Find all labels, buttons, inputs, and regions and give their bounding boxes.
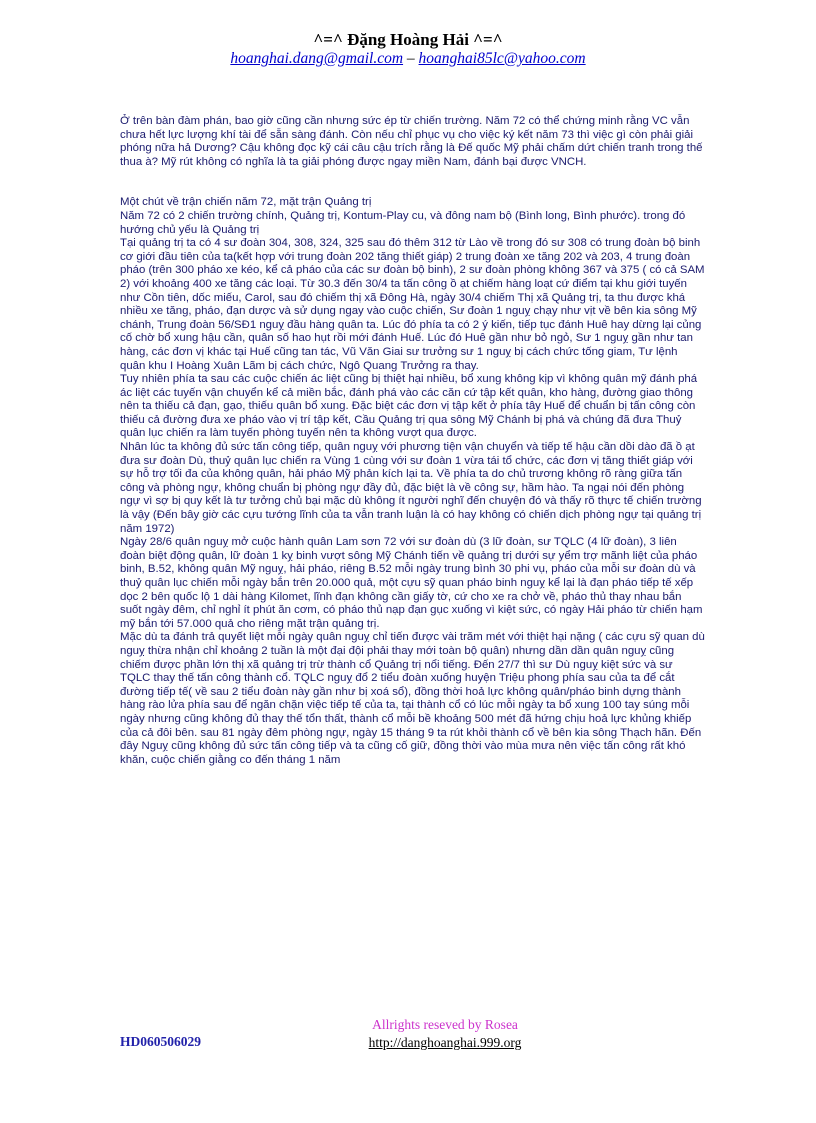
copyright-text: Allrights reseved by Rosea xyxy=(372,1017,518,1032)
paragraph: Tuy nhiên phía ta sau các cuộc chiến ác liệt cũng bị thiệt hại nhiều, bổ xung không kịp vì không quân mỹ đánh phá ác liệt các tuyến vận chuyển kể cả miền bắc, đánh phá vào các căn cứ tập kết quân, kho hàng, đường giao thông nên ta thiếu cả đạn, gạo, thiếu quân bổ xung. Đặc biệt các đơn vị tập kết ở phía tây Huế để chuẩn bị tấn công còn thiếu cả đường đưa xe pháo vào vị trí tập kết, Cầu Quảng trị qua sông Mỹ Chánh bị phá và chúng đã đưa Thuỷ quân lục chiến ra làm tuyến phòng tuyến nên ta không vượt qua được. xyxy=(120,373,698,440)
paragraph: Tại quảng trị ta có 4 sư đoàn 304, 308, 324, 325 sau đó thêm 312 từ Lào về trong đó sư 308 có trung đoàn bộ binh cơ giới đầu tiên của ta(kết hợp với trung đoàn 202 tăng thiết giáp) 2 trung đoàn xe tăng 202 và 203, 4 trung đoàn pháo (trên 300 pháo xe kéo, kể cả pháo của các sư đoàn bộ binh), 2 sư đoàn phòng không 367 và 375 ( có cả SAM 2) với khoảng 400 xe tăng các loại. Từ 30.3 đến 30/4 ta tấn công ồ ạt chiếm hàng loạt cứ điểm tại khu giới tuyến như Cồn tiên, dốc miếu, Carol, sau đó chiếm thị xã Đông Hà, ngày 30/4 chiếm Thị xã Quảng trị, ta thu được khá nhiều xe tăng, pháo, đạn dược và sử dụng ngay vào cuộc chiến, Sư đoàn 1 nguỵ chạy như vịt về bên kia sông Mỹ chánh, Trung đoàn 56/SĐ1 nguỵ đầu hàng quân ta. Lúc đó phía ta có 2 ý kiến, tiếp tục đánh Huê hay dừng lại củng cố chờ bổ xung hậu cần, quân số hao hụt rồi mới đánh Huế. Lúc đó Huê gần như bỏ ngỏ, Sư 1 nguỵ gần như tan hàng, các đơn vị khác tại Huế cũng tan tác, Vũ Văn Giai sư trưởng sư 1 nguỵ bị cách chức tống giam, Tư lệnh quân khu I Hoàng Xuân Lãm bị cách chức, Ngô Quang Trưởng ra thay. xyxy=(120,237,705,372)
email-separator: – xyxy=(403,50,419,67)
document-code: HD060506029 xyxy=(120,1034,201,1049)
footer-credits xyxy=(340,1016,550,1052)
author-title: ^=^ Đặng Hoàng Hải ^=^ xyxy=(313,30,503,49)
paragraph-heading: Một chút về trận chiến năm 72, mặt trận Quảng trị xyxy=(120,196,372,209)
paragraph: Năm 72 có 2 chiến trường chính, Quảng trị, Kontum-Play cu, và đông nam bộ (Bình long, Bình phước). trong đó hướng chủ yếu là Quảng trị xyxy=(120,209,686,236)
contact-line xyxy=(0,50,816,68)
email-link-gmail[interactable]: hoanghai.dang@gmail.com xyxy=(230,50,404,67)
email-link-yahoo[interactable]: hoanghai85lc@yahoo.com xyxy=(418,50,586,67)
paragraph: Mặc dù ta đánh trả quyết liệt mỗi ngày quân nguỵ chỉ tiến được vài trăm mét với thiệt hại nặng ( các cựu sỹ quan dù nguỵ thừa nhận chỉ khoảng 2 tuần là một đại đội phải thay mới toàn bộ quân) nhưng dần dần quân nguỵ cũng chiếm được phần lớn thị xã quảng trị trừ thành cổ Quảng trị nổi tiếng. Đến 27/7 thì sư Dù nguỵ kiệt sức và sư TQLC thay thế tấn công thành cổ. TQLC nguỵ đổ 2 tiểu đoàn xuống huyện Triệu phong phía sau của ta để cắt đường tiếp tế( về sau 2 tiểu đoàn này gần như bị xoá sổ), đồng thời hoả lực không quân/pháo binh dựng thành hàng rào lửa phía sau để ngăn chặn việc tiếp tế của ta, tại thành cổ có lúc mỗi ngày ta bổ xung 100 tay súng mỗi ngày nhưng cũng không đủ thay thế tổn thất, thành cổ mỗi bề khoảng 500 mét đã hứng chịu hoả lực khủng khiếp của cả đôi bên. sau 81 ngày đêm phòng ngự, ngày 15 tháng 9 ta rút khỏi thành cổ về bên kia sông Thạch hãn. Đến đây Nguỵ cũng không đủ sức tấn công tiếp và ta cũng cố giữ, đồng thời vào mùa mưa nên việc tấn công rất khó khăn, cuộc chiến giằng co đến tháng 1 năm xyxy=(120,631,705,766)
website-link[interactable]: http://danghoanghai.999.org xyxy=(368,1035,522,1050)
paragraph-intro: Ở trên bàn đàm phán, bao giờ cũng cần nhưng sức ép từ chiến trường. Năm 72 có thể chứng minh rằng VC vẫn chưa hết lực lượng khí tài để sẵn sàng đánh. Còn nếu chỉ phục vụ cho việc ký kết năm 73 thì việc gì còn phải giải phóng nữa hả Dương? Cậu không đọc kỹ cái câu cậu trích rằng là Đế quốc Mỹ phải chấm dứt chiến tranh trong thế thua à? Mỹ rút không có nghĩa là ta giải phóng được ngay miền Nam, đánh bại được VNCH. xyxy=(120,115,703,168)
paragraph: Nhân lúc ta không đủ sức tấn công tiếp, quân nguỵ với phương tiện vận chuyển và tiếp tế hậu cần dồi dào đã ồ ạt đưa sư đoàn Dù, thuỷ quân lục chiến ra Vùng 1 cùng với sư đoàn 1 vừa tái tổ chức, các đơn vị tăng thiết giáp với sự hỗ trợ tối đa của không quân, hải pháo Mỹ phản kích lại ta. Về phía ta do chủ trương không rõ ràng giữa tấn công và phòng ngự, không chuẩn bị phòng ngự đầy đủ, đặc biệt là về công sự, hầm hào. Ta ngại nói đến phòng ngự vì sợ bị quy kết là tư tưởng chủ bại mặc dù không ít người nghĩ đến chuyện đó và thấy rõ thực tế chiến trường là vậy (Đến bây giờ các cựu tướng lĩnh của ta vẫn tranh luận là có hay không có chiến dịch phòng ngự tại quảng trị năm 1972) xyxy=(120,441,702,535)
paragraph: Ngày 28/6 quân nguỵ mở cuộc hành quân Lam sơn 72 với sư đoàn dù (3 lữ đoàn, sư TQLC (4 lữ đoàn), 3 liên đoàn biệt động quân, lữ đoàn 1 kỵ binh vượt sông Mỹ Chánh tiến về quảng trị dưới sự yểm trợ mãnh liệt của pháo binh, B.52, không quân Mỹ nguỵ, hải pháo, riêng B.52 mỗi ngày trung bình 30 phi vụ, pháo của mỗi sư đoàn dù và thuỷ quân lục chiến mỗi ngày bắn trên 20.000 quả, một cựu sỹ quan pháo binh nguỵ kể lại là đạn pháo tiếp tế xếp dọc 2 bên quốc lộ 1 dài hàng Kilomet, lĩnh đạn không cần giấy tờ, cứ cho xe ra chở về, pháo thủ thay nhau bắn suốt ngày đêm, chỉ nghỉ ít phút ăn cơm, có pháo thủ nạp đạn gục xuống vì kiệt sức, có ngày Hải pháo từ chiến hạm mỹ bắn tới 57.000 quả cho riêng mặt trận quảng trị. xyxy=(120,536,703,630)
article-body xyxy=(120,115,705,767)
